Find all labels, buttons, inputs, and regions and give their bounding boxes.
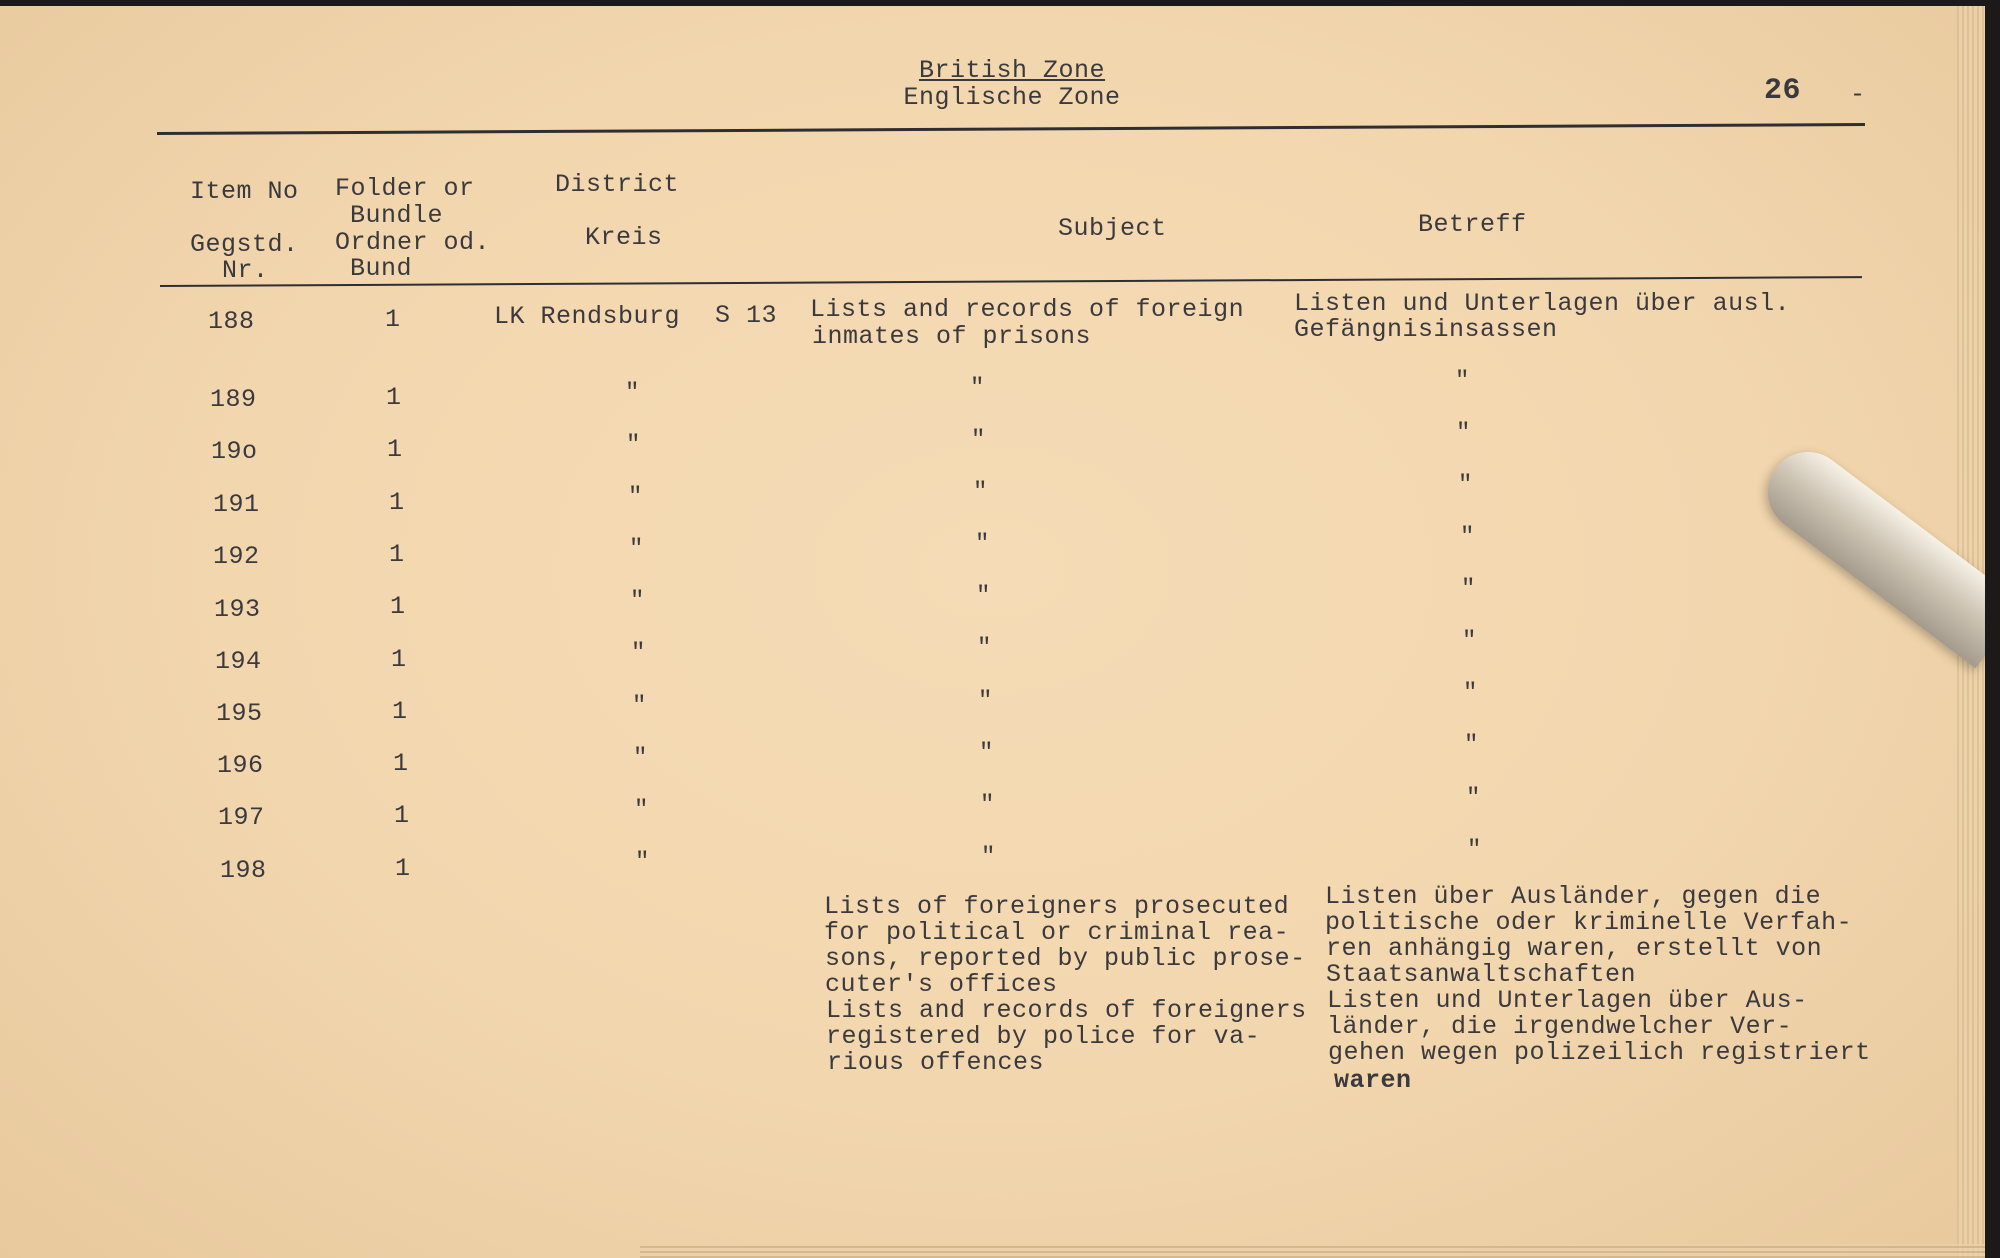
col-district: District [555,170,680,199]
row-188-betreff-1: Listen und Unterlagen über ausl. [1294,289,1791,318]
row-188-betreff-2: Gefängnisinsassen [1294,315,1558,344]
table-row-item: 195 [216,699,263,728]
note-betreff-b-4: waren [1334,1066,1412,1095]
subject-ditto: " [976,583,991,610]
col-folder-1: Folder or [335,174,475,203]
district-ditto: " [626,432,641,459]
subject-ditto: " [980,792,995,819]
betreff-ditto: " [1462,628,1477,655]
note-betreff-b-1: Listen und Unterlagen über Aus- [1327,986,1808,1015]
subject-ditto: " [973,479,988,506]
row-188-folder: 1 [385,305,401,334]
betreff-ditto: " [1456,420,1471,447]
zone-title-en: British Zone [918,56,1106,85]
subject-ditto: " [977,635,992,662]
note-subject-a-3: sons, reported by public prose- [825,944,1306,973]
col-folder-3: Ordner od. [335,228,491,257]
table-row-folder: 1 [395,854,411,883]
col-item-no-de-1: Gegstd. [190,230,299,259]
district-ditto: " [630,588,645,615]
col-subject: Subject [1058,214,1167,243]
district-ditto: " [629,536,644,563]
district-ditto: " [633,745,648,772]
district-ditto: " [635,849,650,876]
subject-ditto: " [971,427,986,454]
betreff-ditto: " [1455,368,1470,395]
table-row-folder: 1 [392,697,408,726]
zone-title-de: Englische Zone [903,83,1121,112]
table-row-item: 19o [211,437,258,466]
table-row-folder: 1 [389,488,405,517]
betreff-ditto: " [1467,837,1482,864]
table-row-folder: 1 [390,592,406,621]
table-row-item: 194 [215,647,262,676]
note-subject-a-4: cuter's offices [825,970,1058,999]
note-subject-b-1: Lists and records of foreigners [826,996,1307,1025]
note-subject-b-3: rious offences [827,1048,1045,1077]
table-row-folder: 1 [393,749,409,778]
district-ditto: " [631,640,646,667]
subject-ditto: " [981,844,996,871]
note-betreff-a-4: Staatsanwaltschaften [1326,960,1637,989]
page-bottom-edge [640,1244,1985,1258]
header-rule [160,276,1862,287]
row-188-code: S 13 [715,301,778,330]
table-row-folder: 1 [394,801,410,830]
subject-ditto: " [970,375,985,402]
col-betreff: Betreff [1418,210,1527,239]
betreff-ditto: " [1463,680,1478,707]
note-betreff-a-1: Listen über Ausländer, gegen die [1325,882,1822,911]
betreff-ditto: " [1458,472,1473,499]
table-row-folder: 1 [391,645,407,674]
district-ditto: " [634,797,649,824]
note-subject-a-1: Lists of foreigners prosecuted [824,892,1290,921]
row-188-subject-1: Lists and records of foreign [810,295,1245,324]
row-188-item: 188 [208,307,255,336]
row-188-district: LK Rendsburg [494,302,681,331]
note-betreff-a-3: ren anhängig waren, erstellt von [1326,934,1823,963]
table-row-folder: 1 [386,383,402,412]
table-row-item: 193 [214,595,261,624]
subject-ditto: " [975,531,990,558]
document-page [0,6,1985,1258]
col-item-no: Item No [190,177,299,206]
table-row-item: 197 [218,803,265,832]
page-number: 26 [1764,74,1802,108]
note-subject-b-2: registered by police for va- [826,1022,1261,1051]
note-betreff-b-3: gehen wegen polizeilich registriert [1328,1038,1871,1067]
note-subject-a-2: for political or criminal rea- [824,918,1290,947]
table-row-item: 189 [210,385,257,414]
top-rule [157,123,1865,135]
col-folder-4: Bund [350,254,413,283]
page-mark: - [1850,80,1866,109]
subject-ditto: " [979,740,994,767]
col-folder-2: Bundle [350,201,444,230]
betreff-ditto: " [1464,732,1479,759]
district-ditto: " [625,380,640,407]
table-row-folder: 1 [389,540,405,569]
table-row-item: 196 [217,751,264,780]
pen-pointer [1752,436,1985,668]
col-kreis: Kreis [585,223,663,252]
note-betreff-b-2: länder, die irgendwelcher Ver- [1327,1012,1793,1041]
district-ditto: " [632,693,647,720]
betreff-ditto: " [1461,576,1476,603]
subject-ditto: " [978,688,993,715]
betreff-ditto: " [1466,785,1481,812]
table-row-folder: 1 [387,435,403,464]
note-betreff-a-2: politische oder kriminelle Verfah- [1325,908,1853,937]
table-row-item: 191 [213,490,260,519]
betreff-ditto: " [1460,524,1475,551]
table-row-item: 192 [213,542,260,571]
col-item-no-de-2: Nr. [222,256,269,285]
district-ditto: " [628,484,643,511]
row-188-subject-2: inmates of prisons [812,322,1092,351]
table-row-item: 198 [220,856,267,885]
